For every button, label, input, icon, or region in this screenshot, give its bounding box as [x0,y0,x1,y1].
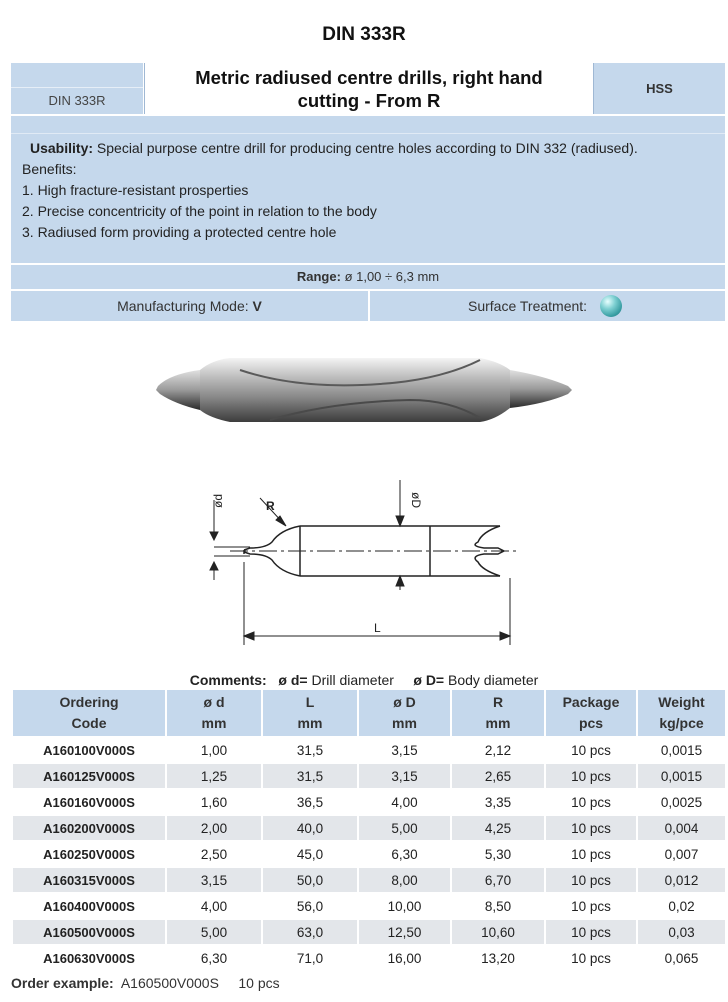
usability-label: Usability: [30,140,94,156]
table-cell: 0,004 [638,814,725,840]
label-R: R [266,499,275,513]
table-cell: 10 pcs [546,840,636,866]
cell-ordering-code: A160250V000S [13,840,165,866]
table-cell: 2,50 [167,840,261,866]
table-cell: 0,012 [638,866,725,892]
cell-ordering-code: A160630V000S [13,944,165,970]
range-value: ø 1,00 ÷ 6,3 mm [344,269,440,284]
material-cell: HSS [594,63,725,114]
table-cell: 45,0 [263,840,357,866]
table-cell: 12,50 [359,918,450,944]
benefit-item: 1. High fracture-resistant prosperties [22,182,249,198]
table-cell: 71,0 [263,944,357,970]
order-example-label: Order example: [11,975,114,991]
table-cell: 5,30 [452,840,544,866]
table-cell: 10 pcs [546,814,636,840]
comment-D-text: Body diameter [448,672,539,688]
table-row [13,788,725,814]
table-row [13,944,725,970]
table-cell: 6,30 [359,840,450,866]
table-cell: 3,15 [359,762,450,788]
cell-ordering-code: A160160V000S [13,788,165,814]
table-row [13,918,725,944]
table-cell: 2,12 [452,736,544,762]
table-cell: 10 pcs [546,866,636,892]
header-D: ø D mm [359,690,450,736]
table-cell: 10 pcs [546,944,636,970]
table-cell: 36,5 [263,788,357,814]
table-row [13,892,725,918]
cell-ordering-code: A160100V000S [13,736,165,762]
product-name [144,63,594,114]
label-D: øD [409,492,423,508]
table-cell: 10 pcs [546,892,636,918]
cell-ordering-code: A160125V000S [13,762,165,788]
cell-ordering-code: A160400V000S [13,892,165,918]
table-cell: 0,02 [638,892,725,918]
table-cell: 6,30 [167,944,261,970]
comment-d-key: ø d= [278,672,308,688]
benefits-label: Benefits: [22,161,77,177]
label-d: ød [211,493,225,508]
table-cell: 0,0015 [638,736,725,762]
product-table [11,690,727,970]
table-cell: 31,5 [263,736,357,762]
table-cell: 4,25 [452,814,544,840]
table-cell: 1,00 [167,736,261,762]
cell-ordering-code: A160200V000S [13,814,165,840]
order-example-qty: 10 pcs [238,975,280,991]
table-cell: 4,00 [359,788,450,814]
table-cell: 0,0025 [638,788,725,814]
table-cell: 0,03 [638,918,725,944]
page-title: DIN 333R [322,24,406,45]
manufacturing-mode [11,291,368,321]
product-name-line2: cutting - From R [297,89,441,111]
table-row [13,814,725,840]
table-cell: 16,00 [359,944,450,970]
norm-cell [11,63,143,114]
table-cell: 0,0015 [638,762,725,788]
teal-ball-icon [600,295,622,317]
table-cell: 0,007 [638,840,725,866]
header-ordering-code: Ordering Code [13,690,165,736]
table-cell: 10 pcs [546,736,636,762]
table-cell: 10 pcs [546,788,636,814]
manufacturing-label: Manufacturing Mode: [117,298,249,314]
comment-D-key: ø D= [413,672,445,688]
label-L: L [374,621,381,635]
manufacturing-value: V [252,298,262,314]
table-cell: 8,00 [359,866,450,892]
table-cell: 5,00 [359,814,450,840]
usability-text: Special purpose centre drill for producing centre holes according to DIN 332 (radiused). [96,140,638,156]
comments-line [0,672,728,688]
table-row [13,840,725,866]
table-cell: 10,60 [452,918,544,944]
table-cell: 56,0 [263,892,357,918]
drill-photo [150,340,580,440]
table-cell: 50,0 [263,866,357,892]
order-example-code: A160500V000S [120,975,219,991]
table-cell: 3,15 [167,866,261,892]
comment-d-text: Drill diameter [311,672,394,688]
table-cell: 2,65 [452,762,544,788]
benefit-item: 2. Precise concentricity of the point in relation to the body [22,203,377,219]
table-cell: 10 pcs [546,762,636,788]
table-cell: 10,00 [359,892,450,918]
table-header-row [13,690,725,736]
table-cell: 8,50 [452,892,544,918]
comments-label: Comments: [189,672,267,688]
table-cell: 0,065 [638,944,725,970]
technical-drawing [200,470,530,650]
header-L: L mm [263,690,357,736]
norm-label: DIN 333R [48,93,106,108]
benefit-item: 3. Radiused form providing a protected centre hole [22,224,337,240]
table-cell: 5,00 [167,918,261,944]
table-row [13,866,725,892]
table-row [13,762,725,788]
table-cell: 1,60 [167,788,261,814]
table-cell: 31,5 [263,762,357,788]
description-panel [11,116,725,263]
usability-line [30,140,638,156]
table-cell: 3,35 [452,788,544,814]
table-cell: 2,00 [167,814,261,840]
surface-treatment [370,291,725,321]
table-cell: 1,25 [167,762,261,788]
table-cell: 3,15 [359,736,450,762]
table-cell: 10 pcs [546,918,636,944]
cell-ordering-code: A160500V000S [13,918,165,944]
header-weight: Weight kg/pce [638,690,725,736]
header-R: R mm [452,690,544,736]
surface-label: Surface Treatment: [468,298,588,314]
header-d: ø d mm [167,690,261,736]
range-label: Range: [296,269,341,284]
cell-ordering-code: A160315V000S [13,866,165,892]
header-package: Package pcs [546,690,636,736]
range-row [11,265,725,289]
table-row [13,736,725,762]
order-example [11,975,280,991]
product-header [11,63,725,114]
table-cell: 40,0 [263,814,357,840]
product-name-line1: Metric radiused centre drills, right hand [195,66,543,88]
table-cell: 13,20 [452,944,544,970]
table-cell: 63,0 [263,918,357,944]
table-cell: 4,00 [167,892,261,918]
table-cell: 6,70 [452,866,544,892]
